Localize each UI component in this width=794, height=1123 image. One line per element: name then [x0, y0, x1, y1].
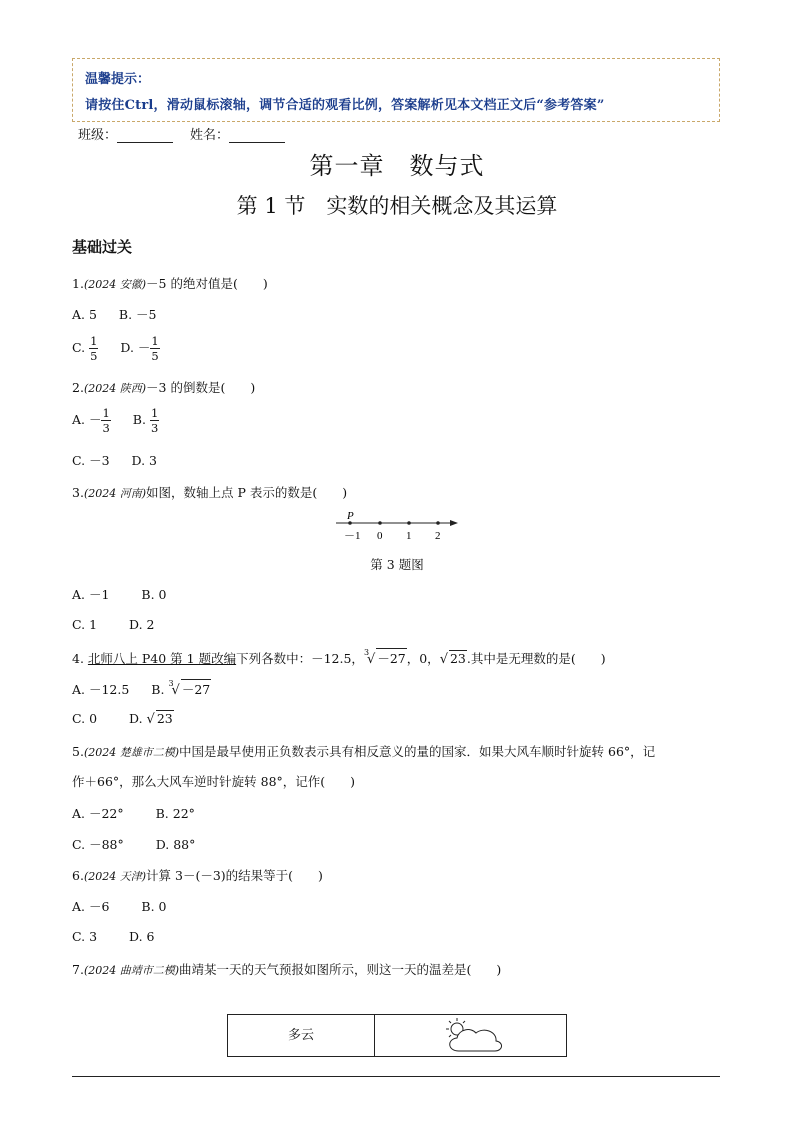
point-p-label: P [347, 510, 354, 522]
part-title: 基础过关 [72, 238, 133, 256]
question-5: 5.(2024 楚雄市二模)中国是最早使用正负数表示具有相反意义的量的国家．如果大风车顺时针旋转 66°，记 [72, 744, 656, 759]
tick-label-0: 0 [377, 530, 383, 542]
class-blank[interactable] [117, 130, 173, 143]
name-label: 姓名： [190, 128, 230, 143]
q2-option-c[interactable]: C. －3 [72, 453, 110, 468]
q3-options-row2 [72, 617, 154, 632]
tick-2 [436, 521, 440, 525]
q2-option-d[interactable]: D. 3 [131, 453, 157, 468]
number-line-figure [330, 506, 465, 544]
question-2: 2.(2024 陕西)－3 的倒数是( ) [72, 380, 256, 395]
q4-option-d[interactable]: D. √ 23 [129, 711, 173, 727]
q6-option-b[interactable]: B. 0 [141, 899, 167, 914]
q1-option-c[interactable]: C. $\frac{1}{5}$ [72, 334, 98, 363]
q5-option-c[interactable]: C. －88° [72, 837, 124, 852]
tick-label-1: 1 [406, 530, 412, 542]
q3-option-c[interactable]: C. 1 [72, 617, 98, 632]
tick-label-minus-1: －1 [344, 530, 361, 542]
q3-option-a[interactable]: A. －1 [72, 587, 110, 602]
q5-option-d[interactable]: D. 88° [155, 837, 196, 852]
q4-options-row2 [72, 710, 174, 727]
weather-label: 多云 [228, 1015, 375, 1056]
question-3: 3.(2024 河南)如图，数轴上点 P 表示的数是( ) [72, 485, 348, 500]
q1-options-row2 [72, 334, 160, 363]
q6-option-c[interactable]: C. 3 [72, 929, 98, 944]
q1-options-row1 [72, 305, 157, 323]
question-7: 7.(2024 曲靖市二模)曲靖某一天的天气预报如图所示，则这一天的温差是( ) [72, 962, 502, 977]
tip-title: 温馨提示： [85, 72, 151, 87]
q1-option-d[interactable]: D. － $\frac{1}{5}$ [120, 334, 159, 363]
q6-option-a[interactable]: A. －6 [72, 899, 110, 914]
chapter-title: 第一章 数与式 [309, 152, 485, 180]
tip-box [72, 58, 720, 122]
question-5-line2: 作＋66°，那么大风车逆时针旋转 88°，记作( ) [72, 774, 356, 789]
q3-options-row1 [72, 585, 167, 603]
q2-options-row1 [72, 406, 159, 435]
q5-options-row2 [72, 835, 195, 853]
q3-option-b[interactable]: B. 0 [141, 587, 167, 602]
q5-options-row1 [72, 804, 195, 822]
q4-option-c[interactable]: C. 0 [72, 711, 98, 726]
axis-arrow-icon [450, 520, 458, 526]
section-title: 第 1 节 实数的相关概念及其运算 [236, 194, 558, 218]
weather-icon-cell [375, 1015, 565, 1056]
q3-option-d[interactable]: D. 2 [129, 617, 155, 632]
question-4: 4. 北师八上 P40 第 1 题改编下列各数中：－12.5，$^3$√ －27，0，√ 23.其中是无理数的是( ) [72, 648, 606, 667]
tip-body: 请按住Ctrl，滑动鼠标滚轴，调节合适的观看比例，答案解析见本文档正文后“参考答案” [85, 98, 605, 113]
q4-option-a[interactable]: A. －12.5 [72, 682, 130, 697]
q6-option-d[interactable]: D. 6 [129, 929, 155, 944]
footer-rule [72, 1076, 720, 1077]
partly-cloudy-icon [375, 1015, 565, 1056]
q6-options-row1 [72, 897, 167, 915]
name-blank[interactable] [229, 130, 285, 143]
q4-option-b[interactable]: B. $^3$√ －27 [151, 679, 211, 698]
question-1: 1.(2024 安徽)－5 的绝对值是( ) [72, 276, 268, 291]
q6-options-row2 [72, 929, 154, 944]
name-field [190, 124, 285, 143]
q2-options-row2 [72, 451, 157, 469]
tick-0 [378, 521, 382, 525]
tick-1 [407, 521, 411, 525]
q5-option-b[interactable]: B. 22° [155, 806, 195, 821]
question-6: 6.(2024 天津)计算 3－(－3)的结果等于( ) [72, 868, 323, 883]
q2-option-b[interactable]: B. $\frac{1}{3}$ [132, 406, 159, 435]
q4-options-row1 [72, 679, 211, 698]
q2-option-a[interactable]: A. － $\frac{1}{3}$ [72, 406, 110, 435]
figure-3-caption: 第 3 题图 [370, 557, 424, 572]
q1-option-b[interactable]: B. －5 [118, 307, 157, 322]
class-field [78, 124, 173, 143]
weather-table [227, 1014, 567, 1057]
q1-option-a[interactable]: A. 5 [72, 307, 97, 322]
tick-label-2: 2 [435, 530, 441, 542]
class-label: 班级： [78, 128, 118, 143]
q4-source: 北师八上 P40 第 1 题改编 [87, 651, 237, 666]
q5-option-a[interactable]: A. －22° [72, 806, 124, 821]
